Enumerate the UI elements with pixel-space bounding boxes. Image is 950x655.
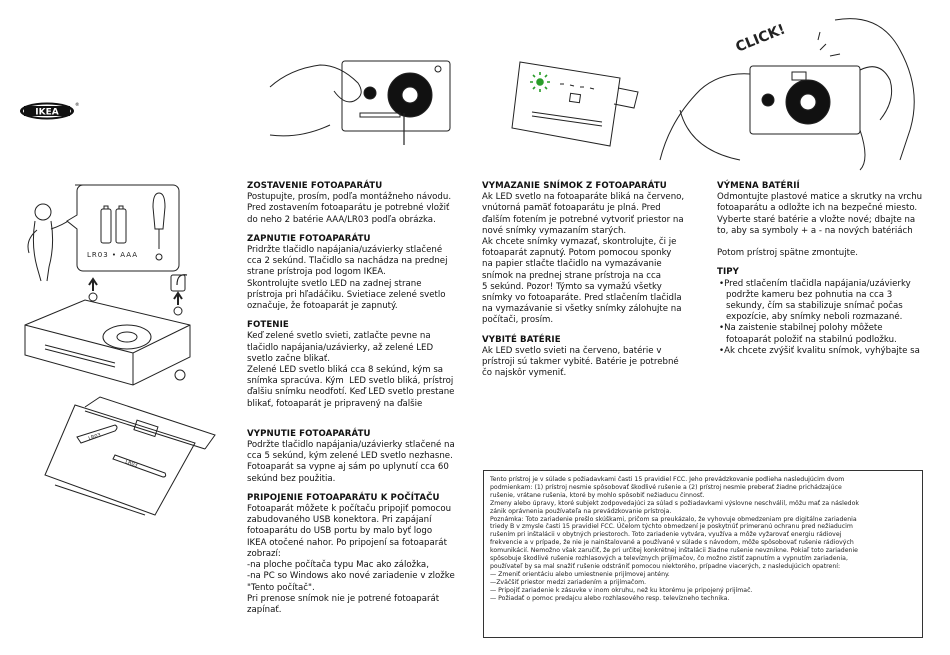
section-battery-replace <box>717 181 942 259</box>
ikea-logo-text: IKEA <box>35 107 59 118</box>
section-title: PRIPOJENIE FOTOAPARÁTU K POČÍTAČU <box>247 492 440 503</box>
battery-label: LR03 • AAA <box>87 251 139 259</box>
section-tips <box>717 267 942 357</box>
fcc-line: frekvencie a v prípade, že nie je nainštalované a používané v súlade s návodom, môže spôsobovať rušenie rádiových <box>490 539 854 547</box>
fcc-line: zánik oprávnenia používateľa na prevádzkovanie prístroja. <box>490 507 672 515</box>
hands-camera-illustration <box>270 55 460 145</box>
fcc-notice-box <box>483 470 923 638</box>
fcc-line: — Požiadať o pomoc predajcu alebo rozhlasového resp. televízneho technika. <box>490 594 730 602</box>
fcc-line: — Zmeniť orientáciu alebo umiestnenie prijímovej antény. <box>490 570 670 578</box>
led-light-icon <box>530 72 550 92</box>
fcc-line: Tento prístroj je v súlade s požiadavkami časti 15 pravidiel FCC. Jeho prevádzkovanie podlieha nasledujúcim dvom <box>490 476 845 483</box>
fcc-line: triedy B v zmysle časti 15 pravidiel FCC. Účelom týchto obmedzení je poskytnúť primeranú ochranu pred nežiaducim <box>490 523 853 531</box>
fcc-line: —Zväčšiť priestor medzi zariadením a prijímačom. <box>490 578 647 586</box>
fcc-line: používateľ by sa mal snažiť rušenie odstrániť pomocou niektorého, prípadne viacerých, z nasledujúcich opatrení: <box>490 562 841 570</box>
fcc-line: Poznámka: Toto zariadenie prešlo skúškami, pričom sa preukázalo, že vyhovuje obmedzeniam pre digitálne zariadenia <box>490 515 857 523</box>
camera-led-illustration <box>510 60 642 150</box>
section-body: Ak LED svetlo na fotoaparáte bliká na červeno, vnútorná pamäť fotoaparátu je plná. Pred ďalším fotením je potrebné vytvoriť priestor na nové snímky vymazaním starých. Ak chcete snímky vymazať, skontrolujte, či je fotoaparát zapnutý. Potom pomocou sponky na papier stlačte tlačidlo na vymazávanie snímok na prednej strane prístroja na cca 5 sekúnd. Pozor! Týmto sa vymažú všetky snímky vo fotoaparáte. Pred stlačením tlačidla na vymazávanie si všetky snímky zálohujte na počítači, prosím. <box>482 192 685 326</box>
fcc-line: rušením pri inštalácii v obytných priestoroch. Toto zariadenie vytvára, využíva a môže vyžarovať energiu rádiovej <box>490 531 842 539</box>
section-low-battery <box>482 335 707 380</box>
section-body: Fotoaparát môžete k počítaču pripojiť pomocou zabudovaného USB konektora. Pri zapájaní fotoaparátu do USB portu by malo byť logo IKEA otočené nahor. Po pripojení sa fotoaparát zobrazí: -na ploche počítača typu Mac ako záložka, -na PC so Windows ako nové zariadenie v zložke "Tento počítač". Pri prenose snímok nie je potrené fotoaparát zapínať. <box>247 504 455 615</box>
camera-label-right: LR03 <box>124 459 139 469</box>
column-2 <box>482 181 707 387</box>
section-title: ZOSTAVENIE FOTOAPARÁTU <box>247 181 383 191</box>
tip-item: •Ak chcete zvýšiť kvalitu snímok, vyhýbajte sa <box>719 345 920 356</box>
section-title: ZAPNUTIE FOTOAPARÁTU <box>247 233 371 244</box>
section-power-off <box>247 429 472 485</box>
person-figure-icon <box>28 204 71 281</box>
fcc-line: komunikácií. Nemožno však zaručiť, že pri určitej konkrétnej inštalácii žiadne rušenie nevznikne. Pokiaľ toto zariadenie <box>490 547 858 555</box>
section-assembly <box>247 181 472 226</box>
section-title: VYPNUTIE FOTOAPARÁTU <box>247 428 371 439</box>
fcc-line: rušenie, vrátane rušenia, ktoré by mohlo spôsobiť nežiaducu činnosť. <box>490 491 705 499</box>
column-1 <box>247 181 472 624</box>
section-connect-pc <box>247 493 472 616</box>
section-title: VÝMENA BATÉRIÍ <box>717 181 800 191</box>
tip-item: •Na zaistenie stabilnej polohy môžete fotoaparát položiť na stabilnú podložku. <box>719 323 897 345</box>
person-photo-illustration <box>660 10 930 170</box>
fcc-line: podmienkam: (1) prístroj nesmie spôsobovať škodlivé rušenie a (2) prístroj nesmie preberať žiadne prichádzajúce <box>490 483 842 491</box>
assembly-illustration <box>15 185 230 530</box>
tips-list <box>717 279 942 357</box>
section-body: Keď zelené svetlo svieti, zatlačte pevne na tlačidlo napájania/uzávierky, až zelené LED svetlo začne blikať. Zelené LED svetlo bliká cca 8 sekúnd, kým sa snímka spracúva. Kým LED svetlo bliká, prístroj ďalšiu snímku neodfotí. Keď LED svetlo prestane blikať, fotoaparát je pripravený na ďalšie <box>247 331 455 409</box>
camera-label-left: LR03 <box>87 432 102 442</box>
section-body: Podržte tlačidlo napájania/uzávierky stlačené na cca 5 sekúnd, kým zelené LED svetlo nezhasne. Fotoaparát sa vypne aj sám po uplynutí cca 60 sekúnd bez použitia. <box>247 440 455 484</box>
fcc-line: — Pripojiť zariadenie k zásuvke v inom okruhu, než ku ktorému je pripojený prijímač. <box>490 586 753 594</box>
section-power-on <box>247 234 472 312</box>
section-body: Postupujte, prosím, podľa montážneho návodu. Pred zostavením fotoaparátu je potrebné vložiť do neho 2 batérie AAA/LR03 podľa obrázka. <box>247 192 452 225</box>
section-body: Odmontujte plastové matice a skrutky na vrchu fotoaparátu a odložte ich na bezpečné miesto. Vyberte staré batérie a vložte nové; dbajte na to, aby sa symboly + a - na nových batériách Potom prístroj spätne zmontujte. <box>717 192 923 259</box>
section-title: TIPY <box>717 267 739 278</box>
fcc-line: Zmeny alebo úpravy, ktoré subjekt zodpovedajúci za súlad s požiadavkami výslovne neschválil, môžu mať za následok <box>490 499 859 507</box>
section-title: FOTENIE <box>247 320 289 331</box>
registered-mark: ® <box>75 103 80 108</box>
section-body: Pridržte tlačidlo napájania/uzávierky stlačené cca 2 sekúnd. Tlačidlo sa nachádza na prednej strane prístroja pod logom IKEA. Skontrolujte svetlo LED na zadnej strane prístroja pri hľadáčiku. Svietiace zelené svetlo označuje, že fotoaparát je zapnutý. <box>247 245 448 312</box>
tip-item: •Pred stlačením tlačidla napájania/uzávierky podržte kameru bez pohnutia na cca 3 sekundy, čím sa stabilizuje snímač počas expozície, aby snímky neboli rozmazané. <box>719 278 911 323</box>
section-title: VYBITÉ BATÉRIE <box>482 334 561 345</box>
fcc-line: spôsobuje škodlivé rušenie rozhlasových a televíznych prijímačov, čo možno zistiť zapnutím a vypnutím zariadenia, <box>490 555 848 563</box>
section-shooting <box>247 320 472 410</box>
ikea-logo <box>18 101 78 121</box>
section-body: Ak LED svetlo svieti na červeno, batérie v prístroji sú takmer vybité. Batérie je potrebné čo najskôr vymeniť. <box>482 345 679 379</box>
section-title: VYMAZANIE SNÍMOK Z FOTOAPARÁTU <box>482 181 667 191</box>
click-label: CLICK! <box>733 21 788 56</box>
column-3 <box>717 181 942 365</box>
section-delete-photos <box>482 181 707 327</box>
